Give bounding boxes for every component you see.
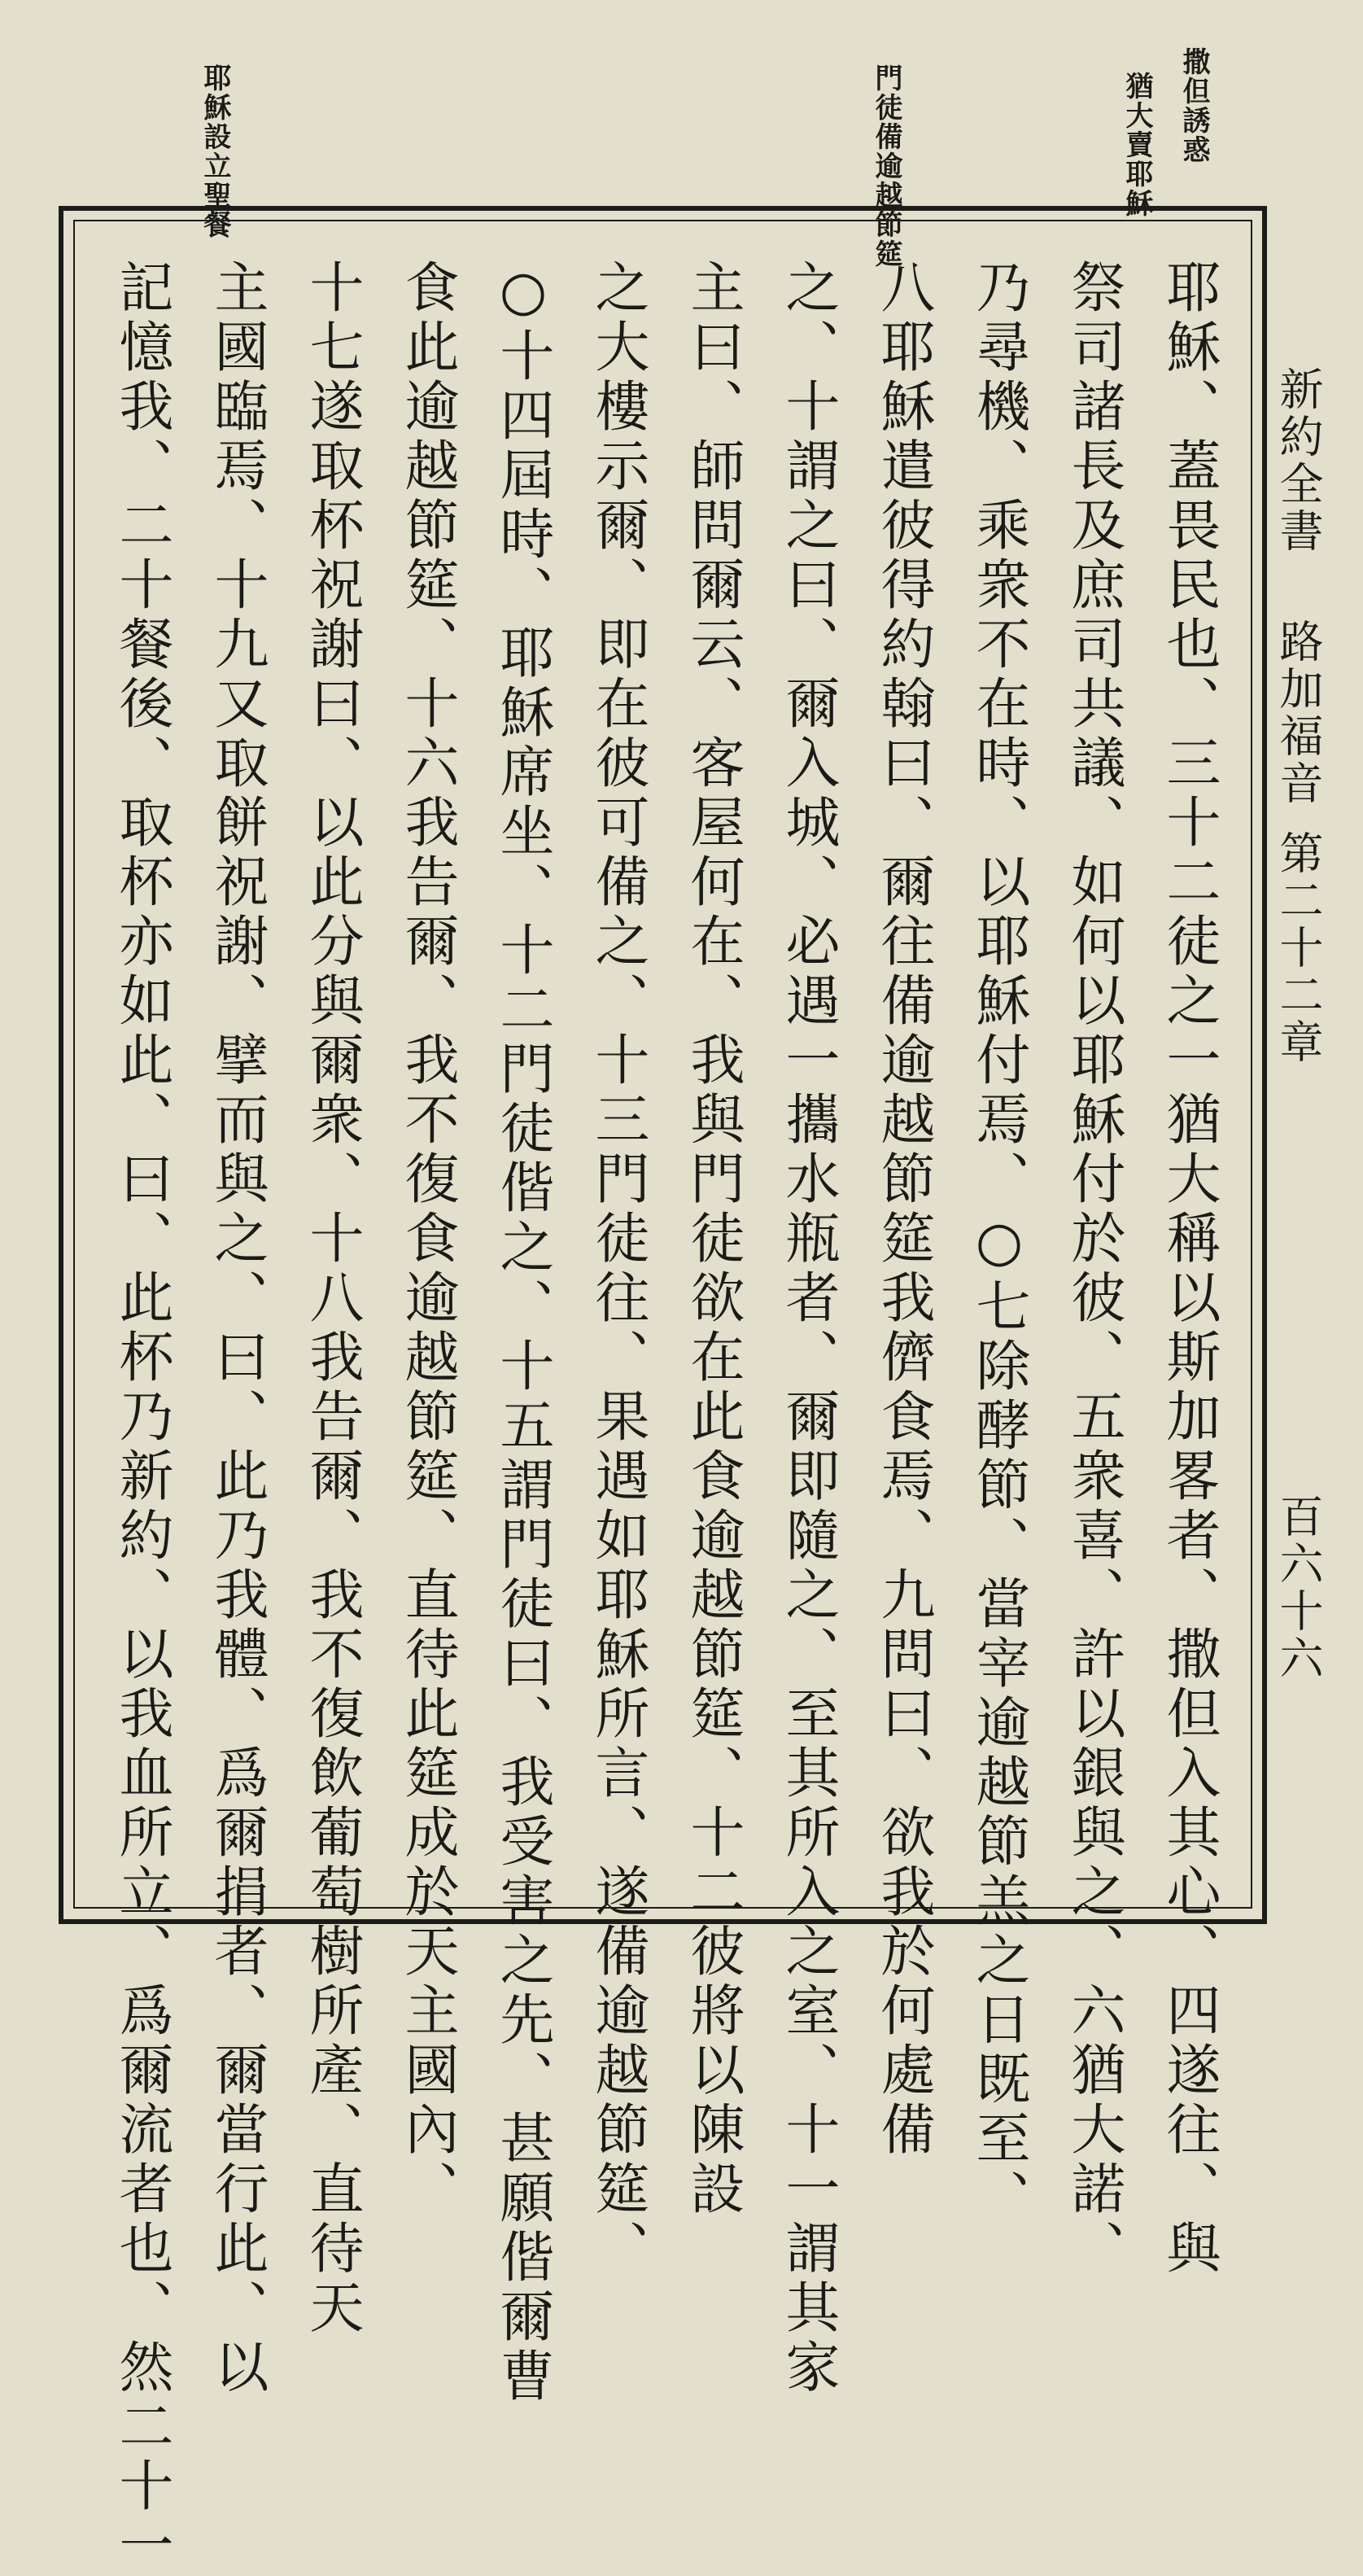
text-column: 食此逾越節筵、十六我告爾、我不復食逾越節筵、直待此筵成於天主國內、 [396,259,460,2220]
text-column: 之、十謂之曰、爾入城、必遇一攜水瓶者、爾即隨之、至其所入之室、十一謂其家 [777,259,841,2398]
margin-note-lords-supper: 耶穌設立聖餐 [199,63,231,239]
margin-note-judas-sells: 猶大賣耶穌 [1121,72,1153,218]
page-number: 百六十六 [1273,1494,1324,1682]
text-column: 祭司諸長及庶司共議、如何以耶穌付於彼、五衆喜、許以銀與之、六猶大諾、 [1063,259,1126,2279]
text-column: 八耶穌遣彼得約翰曰、爾往備逾越節筵我儕食焉、九問曰、欲我於何處備 [872,259,936,2160]
text-column: 記憶我、二十餐後、取杯亦如此、曰、此杯乃新約、以我血所立、爲爾流者也、然二十一 [111,259,174,2576]
running-head-chapter: 第二十二章 [1273,830,1324,1066]
running-head-book: 新約全書 [1273,366,1324,555]
running-head-gospel: 路加福音 [1273,619,1324,807]
text-column: 主國臨焉、十九又取餅祝謝、擘而與之、曰、此乃我體、爲爾捐者、爾當行此、以 [206,259,269,2398]
text-column: 之大樓示爾、即在彼可備之、十三門徒往、果遇如耶穌所言、遂備逾越節筵、 [587,259,650,2279]
text-column: 十七遂取杯祝謝曰、以此分與爾衆、十八我告爾、我不復飲葡萄樹所產、直待天 [301,259,365,2338]
margin-note-passover-preparation: 門徒備逾越節筵 [870,63,902,269]
text-column: 主曰、師問爾云、客屋何在、我與門徒欲在此食逾越節筵、十二彼將以陳設 [682,259,745,2220]
margin-note-satan-tempts: 撒但誘惑 [1177,47,1210,164]
text-column: ○十四屆時、耶穌席坐、十二門徒偕之、十五謂門徒曰、我受害之先、甚願偕爾曹 [491,259,555,2407]
text-column: 耶穌、蓋畏民也、三十二徒之一猶大稱以斯加畧者、撒但入其心、四遂往、與 [1158,259,1221,2279]
text-column: 乃尋機、乘衆不在時、以耶穌付焉、○七除酵節、當宰逾越節羔之日既至、 [968,259,1031,2228]
